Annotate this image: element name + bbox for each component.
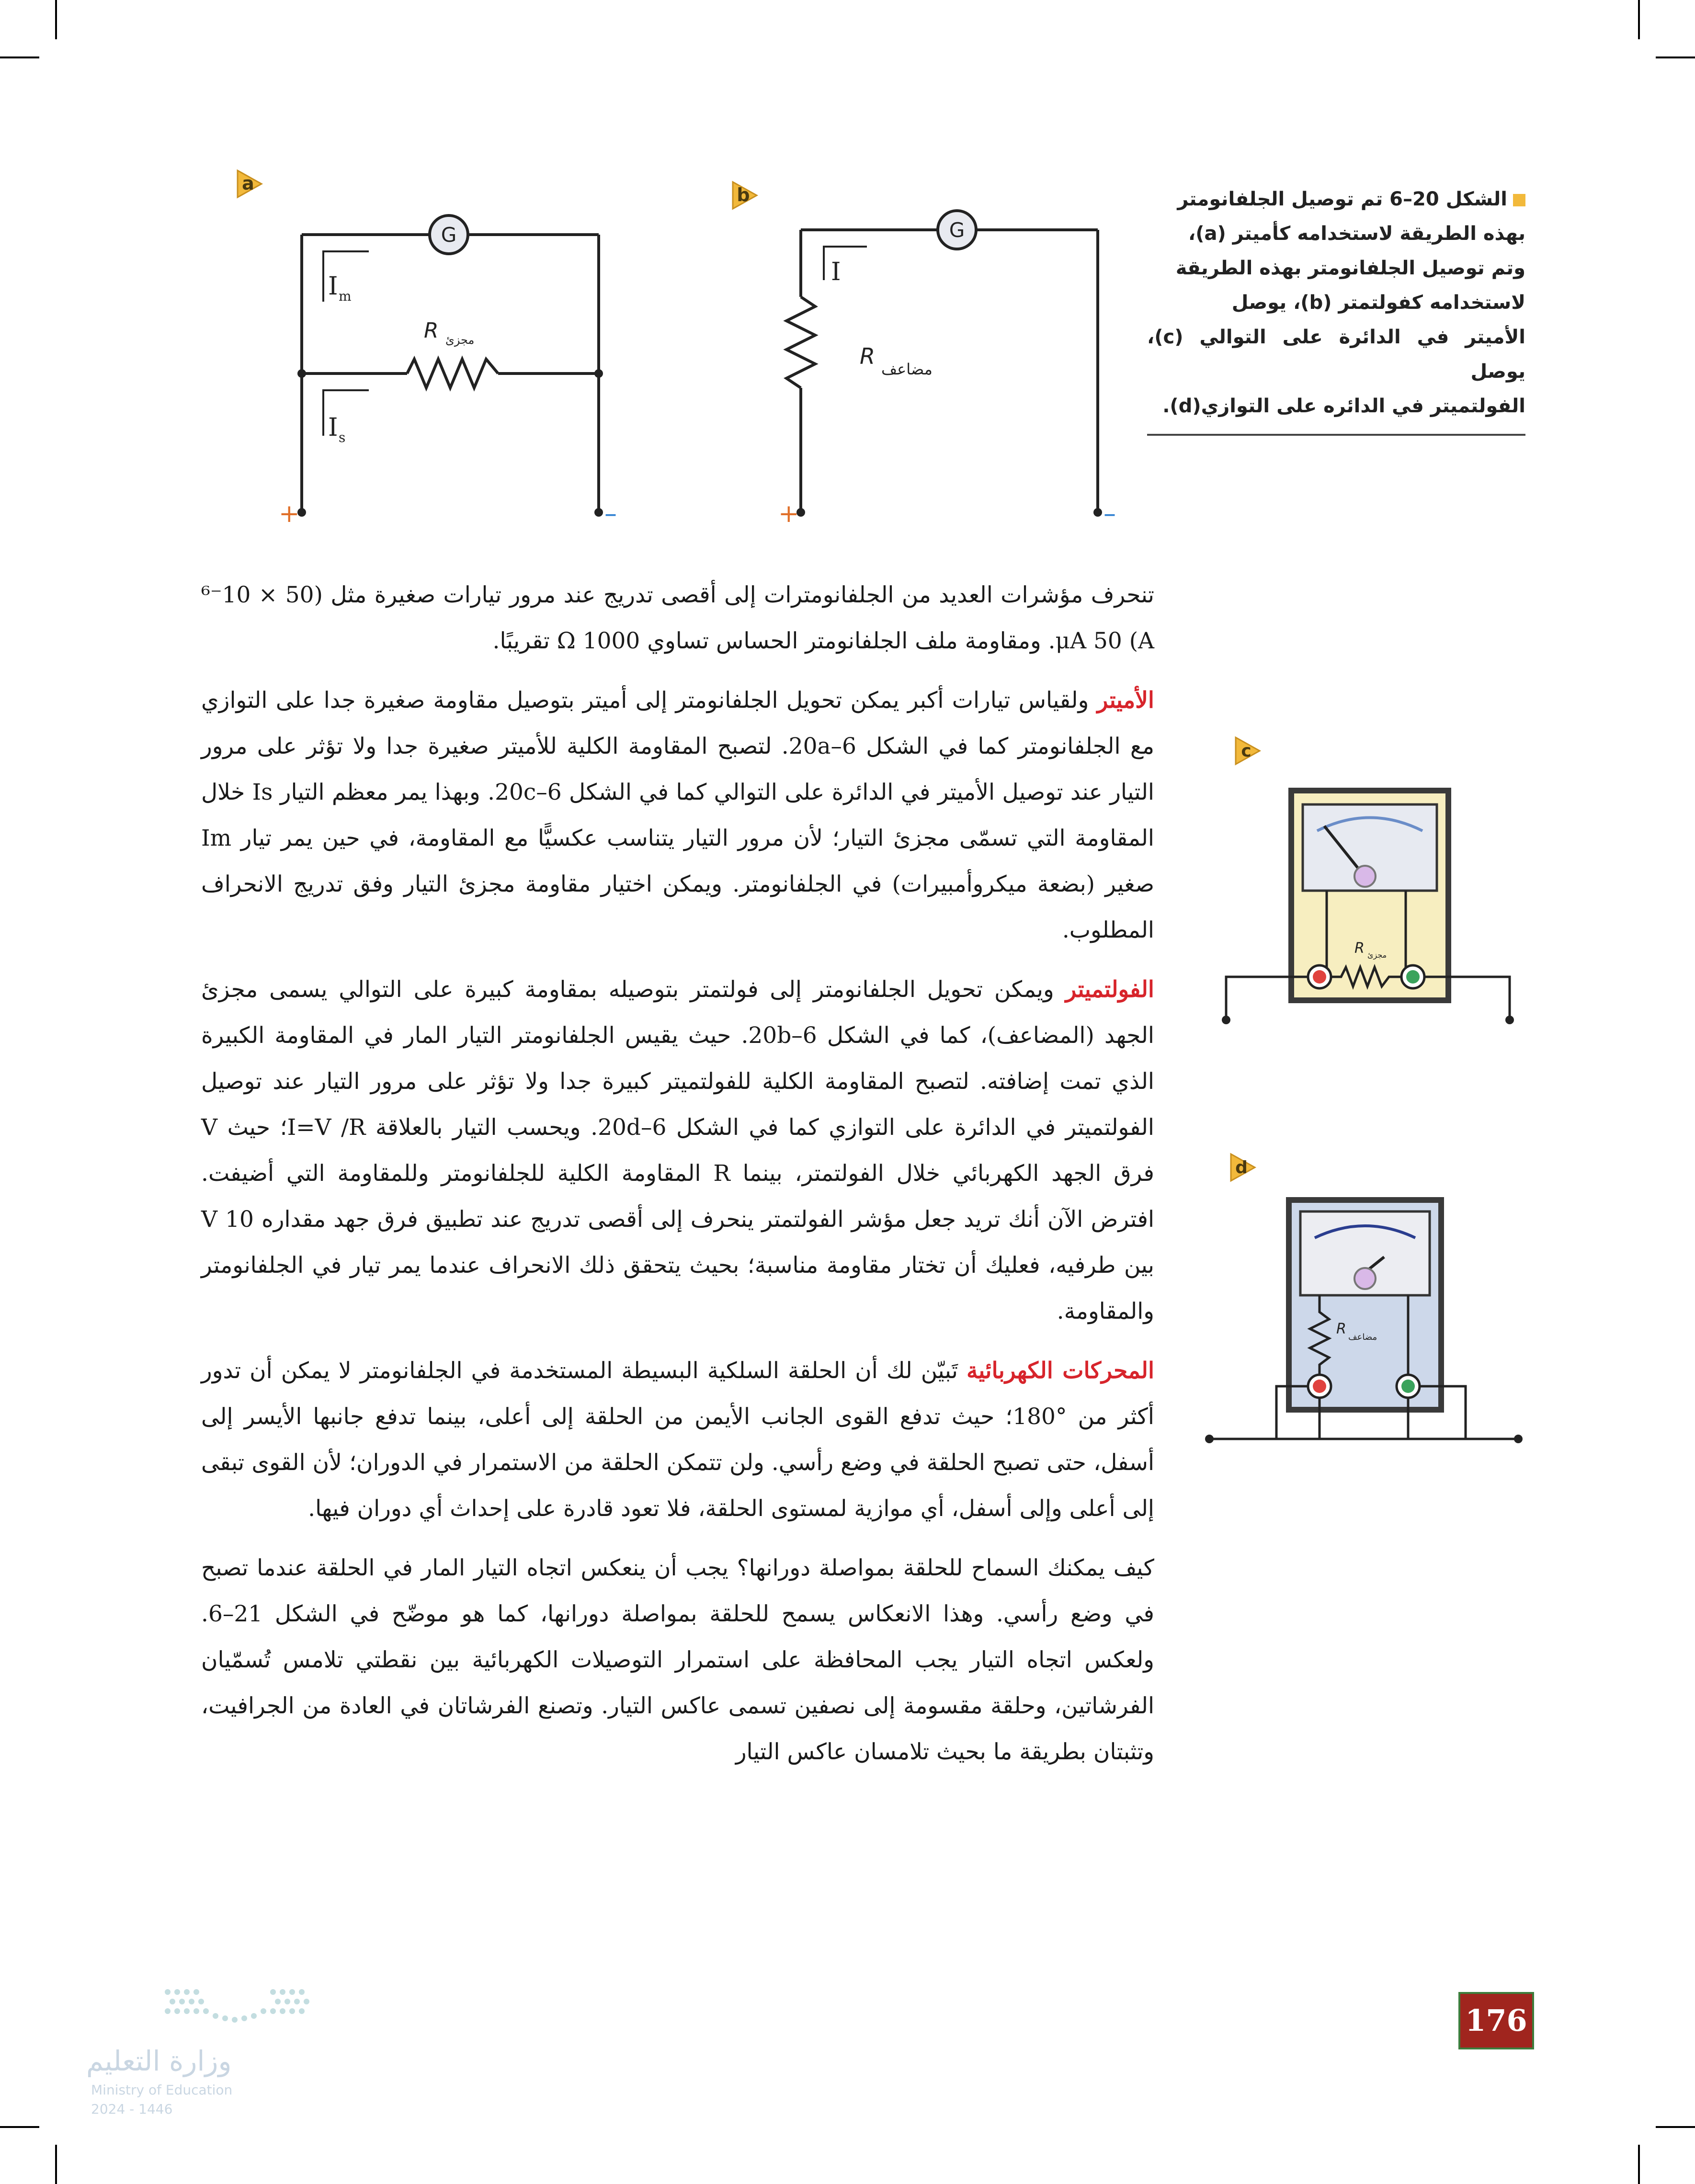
meter-d-r: R bbox=[1336, 1321, 1346, 1337]
svg-text:G: G bbox=[949, 218, 965, 242]
label-i-b: I bbox=[831, 258, 841, 286]
ministry-english: Ministry of Education bbox=[91, 2082, 233, 2098]
svg-text:a: a bbox=[242, 173, 254, 194]
heading-voltmeter: الفولتميتر bbox=[1065, 976, 1154, 1003]
crop-mark bbox=[0, 57, 39, 58]
label-r-shunt: R bbox=[424, 318, 439, 343]
minus-a: – bbox=[604, 499, 617, 528]
ministry-year: 2024 - 1446 bbox=[91, 2101, 173, 2117]
label-r-shunt-sub: مجزئ bbox=[445, 333, 475, 347]
figure-tag-b bbox=[733, 182, 757, 209]
crop-mark bbox=[1638, 2145, 1640, 2184]
page-number: 176 bbox=[1458, 1992, 1534, 2049]
svg-text:d: d bbox=[1235, 1158, 1248, 1177]
paragraph-motors: المحركات الكهربائية تَبيّن لك أن الحلقة السلكية البسيطة المستخدمة في الجلفانومتر لا يمكن أن تدور أكثر من °180؛ حيث تدفع القوى الجانب الأيمن من الحلقة إلى أعلى، بينما تدفع جانبها الأيسر إلى أسفل، حتى تصبح الحلقة في وضع رأسي. ولن تتمكن الحلقة من الاستمرار في الدوران؛ لأن القوى تبقى إلى أعلى وإلى أسفل، أي موازية لمستوى الحلقة، فلا تعود قادرة على إحداث أي دوران فيها. bbox=[201, 1358, 1155, 1522]
paragraph-5: كيف يمكنك السماح للحلقة بمواصلة دورانها؟ يجب أن ينعكس اتجاه التيار المار في الحلقة عندما تصبح في وضع رأسي. وهذا الانعكاس يسمح للحلقة بمواصلة دورانها، كما هو موضّح في الشكل 21–6. ولعكس اتجاه التيار يجب المحافظة على استمرار التوصيلات الكهربائية بين نقطتي تلامس تُسمّيان الفرشاتين، وحلقة مقسومة إلى نصفين تسمى عاكس التيار. وتصنع الفرشاتان في العادة من الجرافيت، وتثبتان بطريقة ما بحيث تلامسان عاكس التيار bbox=[201, 1555, 1154, 1765]
paragraph-ammeter: الأميتر ولقياس تيارات أكبر يمكن تحويل الجلفانومتر إلى أميتر بتوصيل مقاومة صغيرة جدا على التوازي مع الجلفانومتر كما في الشكل 20a–6. لتصبح المقاومة الكلية للأميتر صغيرة جدا ولا تؤثر على مرور التيار عند توصيل الأميتر في الدائرة على التوالي كما في الشكل 20c–6. وبهذا يمر معظم التيار Is خلال المقاومة التي تسمّى مجزئ التيار؛ لأن مرور التيار يتناسب عكسيًّا مع المقاومة، في حين يمر تيار Im صغير (بضعة ميكروأمبيرات) في الجلفانومتر. ويمكن اختيار مقاومة مجزئ التيار وفق تدريج الانحراف المطلوب. bbox=[201, 687, 1155, 943]
crop-mark bbox=[1656, 57, 1695, 58]
ministry-name: وزارة التعليم bbox=[86, 2045, 232, 2077]
caption-underline bbox=[1147, 434, 1525, 436]
label-r-mult-sub: مضاعف bbox=[881, 360, 933, 378]
crop-mark bbox=[55, 2145, 57, 2184]
body-text bbox=[201, 572, 1154, 1788]
galvanometer-a bbox=[430, 215, 468, 254]
minus-b: – bbox=[1103, 499, 1116, 528]
galvanometer-b bbox=[938, 211, 976, 249]
crop-mark bbox=[1656, 2126, 1695, 2128]
caption-marker bbox=[1513, 194, 1525, 206]
figure-20ab bbox=[230, 168, 1149, 541]
label-is-sub: s bbox=[339, 430, 346, 445]
svg-text:b: b bbox=[737, 184, 750, 205]
figure-caption: الشكل 20–6 تم توصيل الجلفانومتر بهذه الطريقة لاستخدامه كأميتر (a)، وتم توصيل الجلفانومتر بهذه الطريقة لاستخدامه كفولتمتر (b)، يوصل الأميتر في الدائرة على التوالي (c)، يوصل الفولتميتر في الدائره على التوازي(d). bbox=[1147, 188, 1525, 417]
meter-c-r-sub: مجزئ bbox=[1367, 951, 1387, 960]
heading-ammeter: الأميتر bbox=[1097, 687, 1154, 713]
heading-motors: المحركات الكهربائية bbox=[967, 1358, 1155, 1384]
svg-text:c: c bbox=[1241, 741, 1251, 761]
crop-mark bbox=[0, 2126, 39, 2128]
caption-label: الشكل 20–6 bbox=[1389, 188, 1507, 210]
label-r-mult: R bbox=[860, 343, 875, 369]
meter-c-r: R bbox=[1354, 940, 1365, 957]
meter-d-r-sub: مضاعف bbox=[1348, 1332, 1377, 1342]
crop-mark bbox=[1638, 0, 1640, 39]
label-is: I bbox=[328, 413, 338, 442]
figure-tag-d bbox=[1231, 1154, 1255, 1181]
paragraph-1: تنحرف مؤشرات العديد من الجلفانومترات إلى أقصى تدريج عند مرور تيارات صغيرة مثل (50 × 10⁻⁶ A) μA 50. ومقاومة ملف الجلفانومتر الحساس تساوي Ω 1000 تقريبًا. bbox=[201, 582, 1155, 654]
paragraph-voltmeter: الفولتميتر ويمكن تحويل الجلفانومتر إلى فولتمتر بتوصيله بمقاومة كبيرة على التوالي يسمى مجزئ الجهد (المضاعف)، كما في الشكل 20b–6. حيث يقيس الجلفانومتر التيار المار في المقاومة الكبيرة الذي تمت إضافته. لتصبح المقاومة الكلية للفولتميتر كبيرة جدا ولا تؤثر على مرور التيار عند توصيل الفولتميتر في الدائرة على التوازي كما في الشكل 20d–6. ويحسب التيار بالعلاقة I=V /R؛ حيث V فرق الجهد الكهربائي خلال الفولتمتر، بينما R المقاومة الكلية للجلفانومتر وللمقاومة التي أضيفت. افترض الآن أنك تريد جعل مؤشر الفولتمتر ينحرف إلى أقصى تدريج عند تطبيق فرق جهد مقداره V 10 بين طرفيه، فعليك أن تختار مقاومة مناسبة؛ بحيث يتحقق ذلك الانحراف عندما يمر تيار في الجلفانومتر والمقاومة. bbox=[201, 976, 1154, 1324]
svg-text:G: G bbox=[441, 223, 457, 247]
ministry-logo-dots bbox=[158, 1982, 316, 2035]
label-im-sub: m bbox=[339, 288, 352, 304]
figure-20d bbox=[1197, 1149, 1533, 1460]
plus-b: + bbox=[778, 499, 799, 528]
label-im: I bbox=[328, 272, 338, 301]
figure-tag-a bbox=[238, 170, 262, 197]
plus-a: + bbox=[279, 499, 300, 528]
figure-20c bbox=[1217, 733, 1523, 1039]
crop-mark bbox=[55, 0, 57, 39]
figure-tag-c bbox=[1236, 737, 1260, 764]
